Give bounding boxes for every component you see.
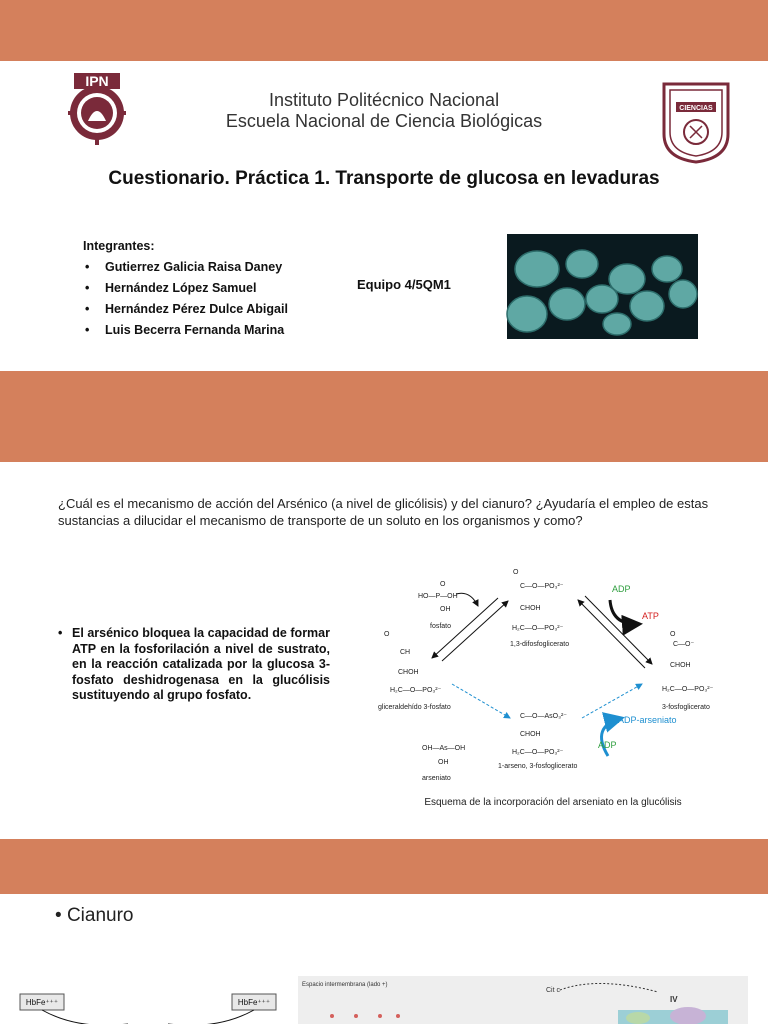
arsenate-formula: OH—As—OH <box>422 745 466 752</box>
hb-left: HbFe⁺⁺⁺ <box>25 998 59 1007</box>
svg-text:H₂C—O—PO₃²⁻: H₂C—O—PO₃²⁻ <box>662 686 714 693</box>
label-gliceraldehido: gliceraldehído 3-fosfato <box>378 704 451 711</box>
svg-text:H₂C—O—PO₃²⁻: H₂C—O—PO₃²⁻ <box>512 625 564 632</box>
electron-chain-figure <box>298 976 748 1024</box>
svg-text:CHOH: CHOH <box>670 662 691 669</box>
svg-text:H₂C—O—PO₃²⁻: H₂C—O—PO₃²⁻ <box>390 687 442 694</box>
school-name: Escuela Nacional de Ciencia Biológicas <box>225 111 543 131</box>
phosphate-formula: HO—P—OH <box>418 593 458 600</box>
svg-text:OH: OH <box>440 606 451 613</box>
cyt-c-label: Cit c <box>546 987 560 994</box>
members-block <box>83 236 288 341</box>
label-adp-top: ADP <box>612 584 631 594</box>
yeast-image <box>507 234 698 339</box>
team-label: Equipo 4/5QM1 <box>357 277 451 292</box>
member-item: • Luis Becerra Fernanda Marina <box>83 320 288 341</box>
label-difosfoglicerato: 1,3-difosfoglicerato <box>510 641 570 648</box>
svg-text:CHOH: CHOH <box>520 605 541 612</box>
svg-text:C—O⁻: C—O⁻ <box>673 641 695 648</box>
hb-right: HbFe⁺⁺⁺ <box>237 998 271 1007</box>
encb-seal <box>660 80 732 164</box>
hemoglobin-diagram <box>18 990 288 1024</box>
label-arseno: 1-arseno, 3-fosfoglicerato <box>498 763 578 770</box>
svg-text:OH: OH <box>438 759 449 766</box>
cianuro-heading: • Cianuro <box>55 905 134 926</box>
label-fosfato: fosfato <box>430 623 452 630</box>
label-atp: ATP <box>642 611 659 621</box>
bullet-dot: • <box>58 626 63 640</box>
svg-text:CIENCIAS: CIENCIAS <box>679 105 713 112</box>
ipn-logo <box>66 71 128 147</box>
section-band-1 <box>0 371 768 462</box>
diagram-caption: Esquema de la incorporación del arseniato en la glucólisis <box>424 797 682 808</box>
svg-text:O: O <box>670 631 676 638</box>
svg-text:O: O <box>440 581 446 588</box>
top-band <box>0 0 768 61</box>
member-item: • Gutierrez Galicia Raisa Daney <box>83 257 288 278</box>
label-arseniato: arseniato <box>422 775 451 782</box>
svg-text:O: O <box>513 569 519 576</box>
ipn-logo-text: IPN <box>85 73 109 89</box>
arsenic-bullet-text: El arsénico bloquea la capacidad de formar ATP en la fosforilación a nivel de sustrato, en la reacción catalizada por la glucosa 3-fosfato deshidrogenasa en la glucólisis sustituyendo al grupo fosfato. <box>72 626 330 702</box>
member-item: • Hernández Pérez Dulce Abigail <box>83 299 288 320</box>
label-3-fosfoglicerato: 3-fosfoglicerato <box>662 704 710 711</box>
institution-name: Instituto Politécnico Nacional <box>268 90 500 110</box>
section-band-2 <box>0 839 768 894</box>
label-adp-arseniato: ADP-arseniato <box>618 715 677 725</box>
svg-text:CHOH: CHOH <box>398 669 419 676</box>
page-title: Cuestionario. Práctica 1. Transporte de glucosa en levaduras <box>108 168 660 189</box>
svg-text:C—O—PO₃²⁻: C—O—PO₃²⁻ <box>520 583 564 590</box>
svg-text:CHOH: CHOH <box>520 731 541 738</box>
label-adp-bottom: ADP <box>598 740 617 750</box>
members-label: Integrantes: <box>83 239 155 253</box>
cianuro-heading-text: Cianuro <box>66 905 134 926</box>
arsenic-bullet <box>58 626 330 704</box>
svg-text:H₂C—O—PO₃²⁻: H₂C—O—PO₃²⁻ <box>512 749 564 756</box>
svg-text:O: O <box>384 631 390 638</box>
membrane-label: Espacio intermembrana (lado +) <box>302 982 388 988</box>
svg-text:CH: CH <box>400 649 411 656</box>
member-item: • Hernández López Samuel <box>83 278 288 299</box>
svg-text:C—O—AsO₃²⁻: C—O—AsO₃²⁻ <box>520 713 567 720</box>
complex-iv-label: IV <box>670 995 678 1004</box>
members-list <box>83 257 288 341</box>
arsenate-diagram <box>370 566 730 782</box>
question-text: ¿Cuál es el mecanismo de acción del Arsénico (a nivel de glicólisis) y del cianuro? ¿Ayudaría el empleo de estas sustancias a dilucidar el mecanismo de transporte de un soluto en los organismos y como? <box>58 496 709 528</box>
institution-header <box>150 90 618 132</box>
